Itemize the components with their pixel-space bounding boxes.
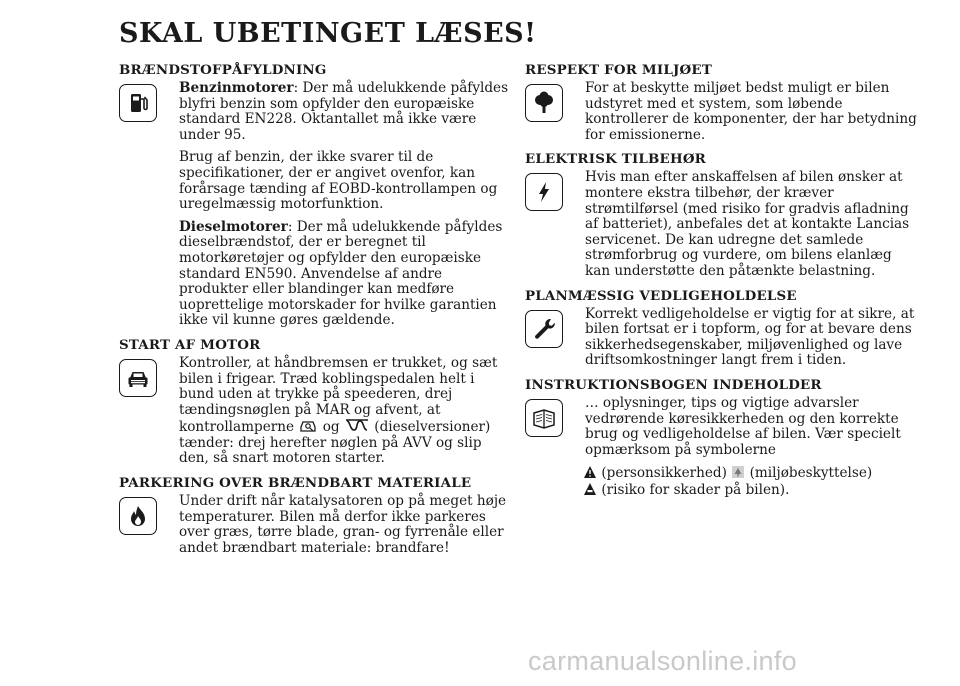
section-title: ELEKTRISK TILBEHØR [525, 151, 707, 168]
section-title: PARKERING OVER BRÆNDBART MATERIALE [119, 475, 472, 492]
section-fuel [119, 62, 511, 329]
maintenance-paragraph: Korrekt vedligeholdelse er vigtig for at sikre, at bilen fortsat er i topform, og for at bevare dens sikkerhedsegenskaber, miljøvenlighed og lave driftsomkostninger langt frem i tiden. [585, 305, 915, 369]
fuel-pump-icon [119, 84, 157, 122]
section-maintenance [525, 288, 920, 369]
section-start-engine [119, 337, 511, 467]
section-title: RESPEKT FOR MILJØET [525, 62, 712, 78]
section-title: BRÆNDSTOFPÅFYLDNING [119, 62, 327, 78]
fuel-paragraph-warning: Brug af benzin, der ikke svarer til de specifikationer, der er angivet ovenfor, kan forårsage tænding af EOBD-kontrollampen og uregelmæssig motorfunktion. [179, 149, 498, 213]
section-environment [525, 62, 920, 143]
start-paragraph [179, 356, 511, 467]
text-petrol: : Der må udelukkende påfyldes blyfri benzin som opfylder den europæiske standard EN228. Oktantallet må ikke være under 95. [179, 80, 509, 143]
lightning-icon [525, 173, 563, 211]
symbol-line-personal [583, 465, 920, 482]
car-front-icon [119, 359, 157, 397]
section-electrical [525, 151, 920, 279]
start-text-a: Kontroller, at håndbremsen er trukket, og sæt bilen i frigear. Træd koblingspedalen helt i bund uden at trykke på speederen, drej tændingsnøglen på MAR og afvent, at kontrollamperne [179, 354, 498, 436]
wrench-icon [525, 310, 563, 348]
symbol-line-vehicle [583, 482, 920, 499]
symbol-environment-label: (miljøbeskyttelse) [749, 465, 873, 482]
text-diesel: : Der må udelukkende påfyldes dieselbrændstof, der er beregnet til motorkøretøjer og opfylder den europæiske standard EN590. Anvendelse af andre produkter eller blandinger kan medføre uoprettelige motorskader for hvilke garantien ikke vil kunne gøres gældende. [179, 218, 503, 329]
glow-plug-lamp-icon [344, 418, 370, 433]
watermark: carmanualsonline.info [528, 646, 797, 676]
fuel-paragraph-petrol [179, 81, 511, 143]
tree-icon [525, 84, 563, 122]
section-title: INSTRUKTIONSBOGEN INDEHOLDER [525, 376, 822, 393]
fuel-paragraph-diesel [179, 220, 511, 329]
symbol-vehicle-label: (risiko for skader på bilen). [601, 481, 790, 498]
environment-symbol-icon [731, 465, 745, 479]
label-diesel: Dieselmotorer [179, 218, 288, 235]
label-petrol: Benzinmotorer [179, 80, 294, 96]
flame-icon [119, 497, 157, 535]
manual-paragraph: … oplysninger, tips og vigtige advarsler vedrørende køresikkerheden og den korrekte brug og vedligeholdelse af bilen. Vær specielt opmærksom på symbolerne [585, 394, 901, 458]
environment-paragraph: For at beskytte miljøet bedst muligt er bilen udstyret med et system, som løbende kontrollerer de komponenter, der har betydning for emissionerne. [585, 80, 917, 143]
right-column [525, 62, 920, 506]
section-manual [525, 377, 920, 499]
start-text-og: og [322, 419, 340, 436]
symbol-personal-label: (personsikkerhed) [601, 465, 727, 482]
open-book-icon [525, 399, 563, 437]
page-title: SKAL UBETINGET LÆSES! [119, 18, 537, 49]
start-text-b: (dieselversioner) tænder: drej herefter nøglen på AVV og slip den, så snart motoren starter. [179, 419, 491, 467]
section-title: PLANMÆSSIG VEDLIGEHOLDELSE [525, 287, 797, 304]
immobilizer-lamp-icon [298, 418, 318, 433]
electrical-paragraph: Hvis man efter anskaffelsen af bilen ønsker at montere ekstra tilbehør, der kræver strømtilførsel (med risiko for gradvis afladning af batteriet), anbefales det at kontakte Lancias servicenet. De kan udregne det samlede strømforbrug og vurdere, om bilens elanlæg kan understøtte den påtænkte belastning. [585, 169, 910, 279]
section-parking [119, 475, 511, 556]
warning-triangle-icon [583, 465, 597, 479]
left-column [119, 62, 511, 564]
vehicle-damage-icon [583, 482, 597, 496]
parking-paragraph: Under drift når katalysatoren op på meget høje temperaturer. Bilen må derfor ikke parkeres over græs, tørre blade, gran- og fyrrenåle eller andet brændbart materiale: brandfare! [179, 493, 507, 556]
section-title: START AF MOTOR [119, 336, 261, 353]
